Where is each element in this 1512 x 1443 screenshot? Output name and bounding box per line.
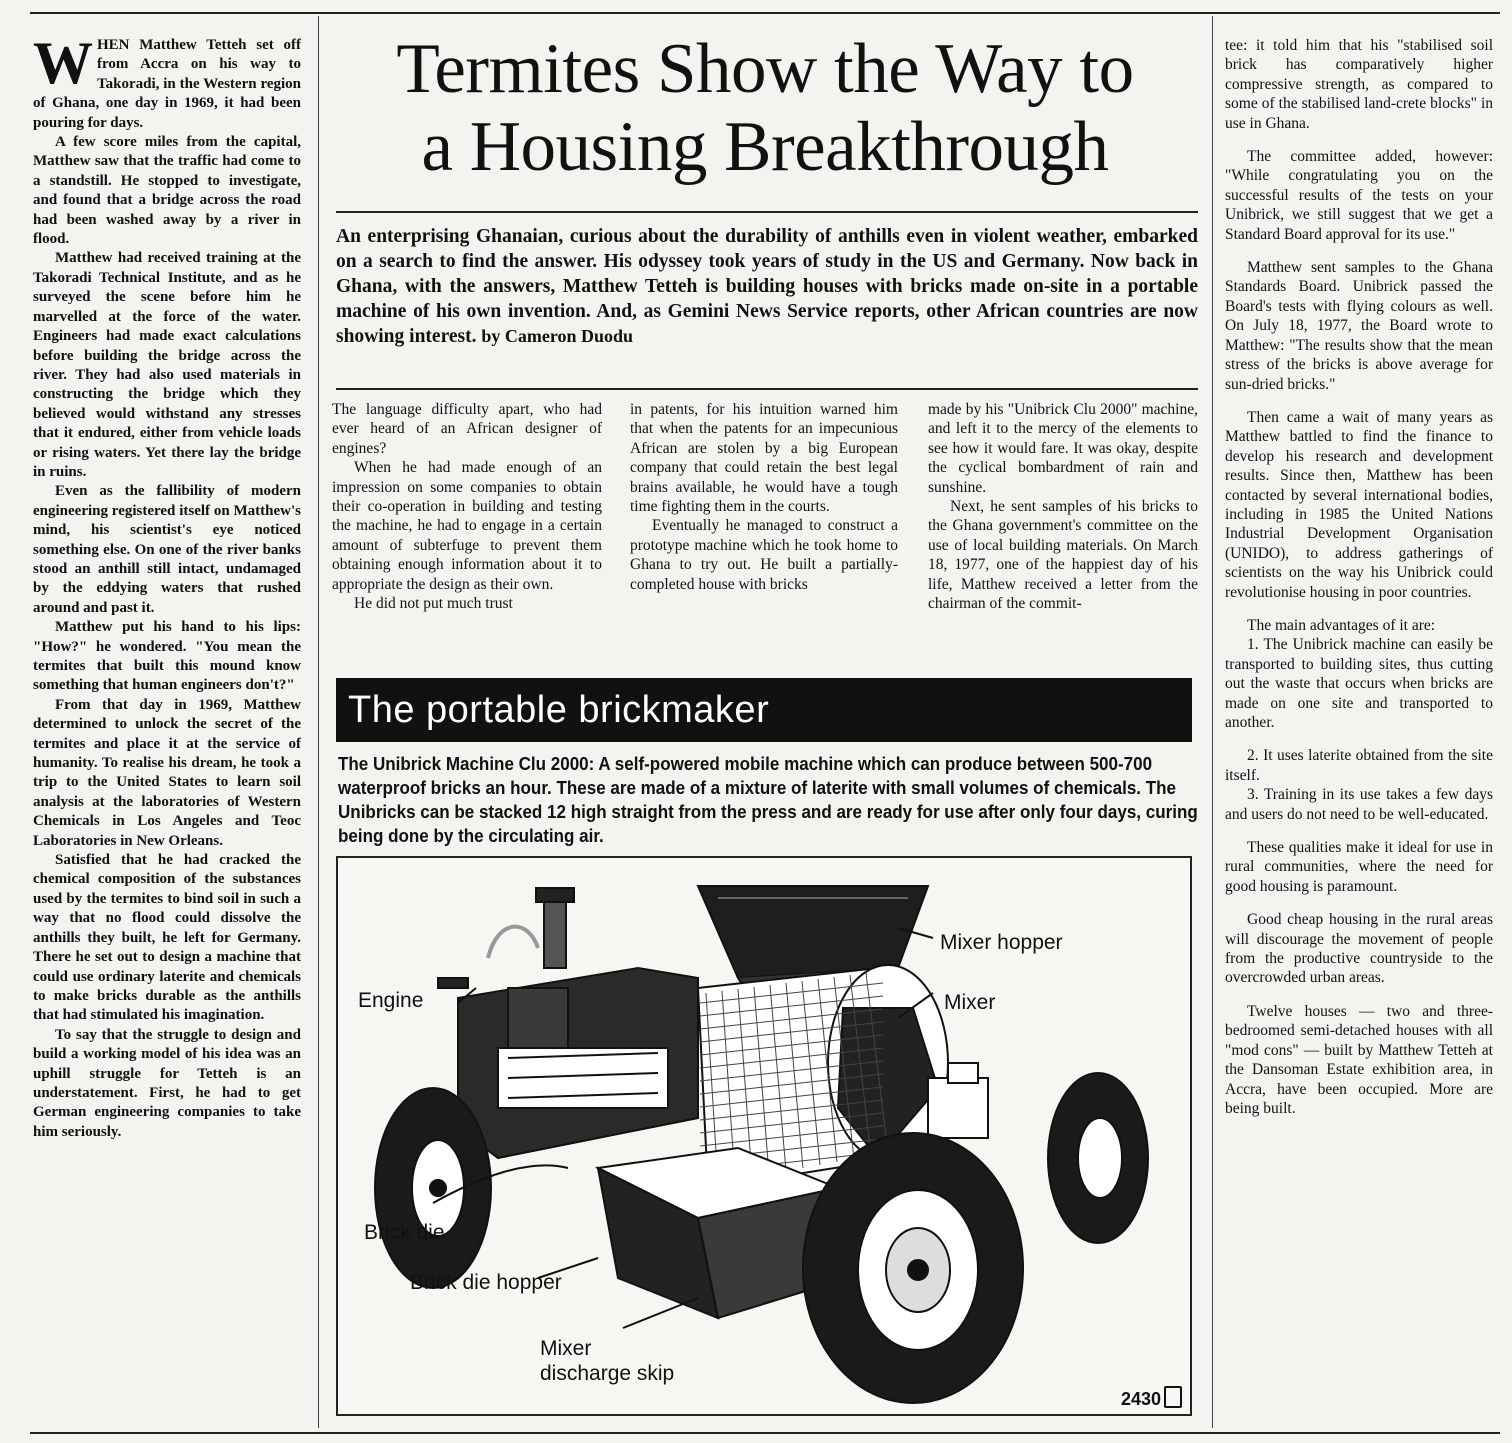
col1-paragraph-7: Satisfied that he had cracked the chemical composition of the substances used by the termites to bind soil in such a way that no flood could dissolve the anthills they built, he left for Germany. There he set out to design a machine that could use ordinary laterite and chemicals to make bricks durable as the anthills that had stimulated his imagination. <box>33 852 301 1024</box>
label-brick-die: Brick die <box>364 1221 445 1244</box>
deck <box>336 224 1198 349</box>
brickmaker-illustration <box>336 856 1192 1416</box>
col1-paragraph-2: A few score miles from the capital, Matthew saw that the traffic had come to a standstill. He stopped to investigate, and found that a bridge across the road had been washed away by a river in flood. <box>33 134 301 248</box>
col4-paragraph-2: Next, he sent samples of his bricks to the Ghana government's committee on the use of local building materials. On March 18, 1977, one of the happiest day of his life, Matthew received a letter from the chairman of the commit- <box>928 498 1198 613</box>
col5-paragraph-4: Then came a wait of many years as Matthew battled to find the finance to develop his research and development results. Since then, Matthew has been contacted by several international bodies, including in 1985 the United Nations Industrial Development Organisation (UNIDO), to address gatherings of scientists on the way his Unibrick could revolutionise housing in poor countries. <box>1225 408 1493 601</box>
gemini-logo-icon <box>1164 1386 1182 1408</box>
headline-line-1: Termites Show the Way to <box>396 30 1134 108</box>
rear-wheel <box>375 1088 491 1288</box>
label-mixer-hopper: Mixer hopper <box>940 931 1063 954</box>
feature-caption: The Unibrick Machine Clu 2000: A self-powered mobile machine which can produce between 500-700 waterproof bricks an hour. These are made of a mixture of laterite with small volumes of chemicals. The Unibricks can be stacked 12 high straight from the press and are ready for use after only four days, curing being done by the circulating air. <box>338 753 1198 846</box>
deck-bottom-rule <box>336 388 1198 390</box>
col5-paragraph-9: These qualities make it ideal for use in rural communities, where the need for good housing is paramount. <box>1225 839 1493 895</box>
top-rule <box>30 12 1500 14</box>
feature-title-banner: The portable brickmaker <box>336 678 1192 742</box>
column-3 <box>630 400 898 594</box>
front-wheel <box>803 1133 1023 1403</box>
label-brick-die-hopper: Brick die hopper <box>410 1271 562 1294</box>
deck-top-rule <box>336 211 1198 213</box>
col5-paragraph-8: 3. Training in its use takes a few days and users do not need to be well-educated. <box>1225 786 1493 823</box>
column-1 <box>33 30 301 1142</box>
headline-line-2: a Housing Breakthrough <box>421 108 1109 186</box>
illustration-credit: 2430 <box>1121 1386 1182 1410</box>
label-engine: Engine <box>358 989 424 1012</box>
col5-paragraph-1: tee: it told him that his "stabilised soil brick has comparatively higher compressive strength, as compared to some of the stabilised land-crete blocks" in use in Ghana. <box>1225 37 1493 132</box>
bottom-rule <box>30 1432 1500 1434</box>
col4-paragraph-1: made by his "Unibrick Clu 2000" machine, and left it to the mercy of the elements to see how it would fare. It was okay, despite the cyclical bombardment of rain and sunshine. <box>928 401 1198 496</box>
label-mixer-discharge-skip: Mixer discharge skip <box>540 1337 675 1385</box>
col5-paragraph-7: 2. It uses laterite obtained from the site itself. <box>1225 747 1493 784</box>
column-2 <box>332 400 602 613</box>
col5-paragraph-2: The committee added, however: "While congratulating you on the successful results of the tests on your Unibrick, we still suggest that we get a Standard Board approval for its use." <box>1225 148 1493 243</box>
column-divider-right <box>1212 16 1213 1428</box>
engine-block <box>438 888 698 1158</box>
col1-paragraph-3: Matthew had received training at the Takoradi Technical Institute, and as he surveyed the scene before him he marvelled at the force of the water. Engineers had made exact calculations before building the bridge across the river. They had also used materials in constructing the bridge which they believed would withstand any stresses that it endured, either from vehicle loads or rising waters. Yet there lay the bridge in ruins. <box>33 250 301 480</box>
col5-paragraph-10: Good cheap housing in the rural areas will discourage the movement of people from the productive countryside to the overcrowded urban areas. <box>1225 911 1493 987</box>
col3-paragraph-1: in patents, for his intuition warned him that when the patents for an impecunious African are stolen by a big European company that could retain the best legal brains available, he would have a tough time fighting them in the courts. <box>630 401 898 516</box>
col2-paragraph-1: The language difficulty apart, who had ever heard of an African designer of engines? <box>332 401 602 457</box>
label-mixer: Mixer <box>944 991 996 1014</box>
col3-paragraph-2: Eventually he managed to construct a prototype machine which he took home to Ghana to try out. He built a partially-completed house with bricks <box>630 517 898 593</box>
col1-paragraph-5: Matthew put his hand to his lips: "How?" he wondered. "You mean the termites that built this mound know something that human engineers don't?" <box>33 619 301 694</box>
column-4 <box>928 400 1198 613</box>
col1-paragraph-8: To say that the struggle to design and build a working model of his idea was an uphill struggle for Tetteh is an understatement. First, he had to get German engineering companies to take him seriously. <box>33 1026 301 1140</box>
col2-paragraph-3: He did not put much trust <box>354 595 513 613</box>
col1-paragraph-1: WHEN Matthew Tetteh set off from Accra on his way to Takoradi, in the Western region of Ghana, one day in 1969, it had been pouring for days. <box>33 30 301 131</box>
col5-paragraph-5: The main advantages of it are: <box>1247 616 1436 634</box>
deck-text: An enterprising Ghanaian, curious about the durability of anthills even in violent weather, embarked on a search to find the answer. His odyssey took years of study in the US and Germany. Now back in Ghana, with the answers, Matthew Tetteh is building houses with bricks made on-site in a portable machine of his own invention. And, as Gemini News Service reports, other African countries are now showing interest. <box>336 226 1198 347</box>
byline: by Cameron Duodu <box>481 326 634 346</box>
headline <box>320 30 1210 186</box>
column-5 <box>1225 36 1493 1118</box>
drop-cap: W <box>33 30 93 96</box>
col5-paragraph-11: Twelve houses — two and three-bedroomed semi-detached houses with all "mod cons" — built by Matthew Tetteh at the Dansoman Estate exhibition area, in Accra, have been occupied. More are being built. <box>1225 1002 1493 1117</box>
column-divider-left <box>318 16 319 1428</box>
col5-paragraph-6: 1. The Unibrick machine can easily be transported to building sites, thus cutting out the waste that occurs when bricks are made on one site and transported to another. <box>1225 636 1493 731</box>
col1-paragraph-6: From that day in 1969, Matthew determined to unlock the secret of the termites and place it at the service of humanity. To realise his dream, he took a trip to the United States to learn soil analysis at the laboratories of Western Chemicals in Los Angeles and Teoc Laboratories in New Orleans. <box>33 696 301 849</box>
col1-paragraph-4: Even as the fallibility of modern engineering registered itself on Matthew's mind, his scientist's eye noticed something else. On one of the river banks stood an anthill still intact, undamaged by the eddying waters that rushed around and past it. <box>33 483 301 616</box>
rear-right-wheel <box>1048 1073 1148 1243</box>
col2-paragraph-2: When he had made enough of an impression on some companies to obtain their co-operation in building and testing the machine, he had to engage in a certain amount of subterfuge to prevent them obtaining enough information about it to appropriate the design as their own. <box>332 459 602 593</box>
col5-paragraph-3: Matthew sent samples to the Ghana Standards Board. Unibrick passed the Board's tests with flying colours as well. On July 18, 1977, the Board wrote to Matthew: "The results show that the mean stress of the bricks is above average for sun-dried bricks." <box>1225 259 1493 393</box>
